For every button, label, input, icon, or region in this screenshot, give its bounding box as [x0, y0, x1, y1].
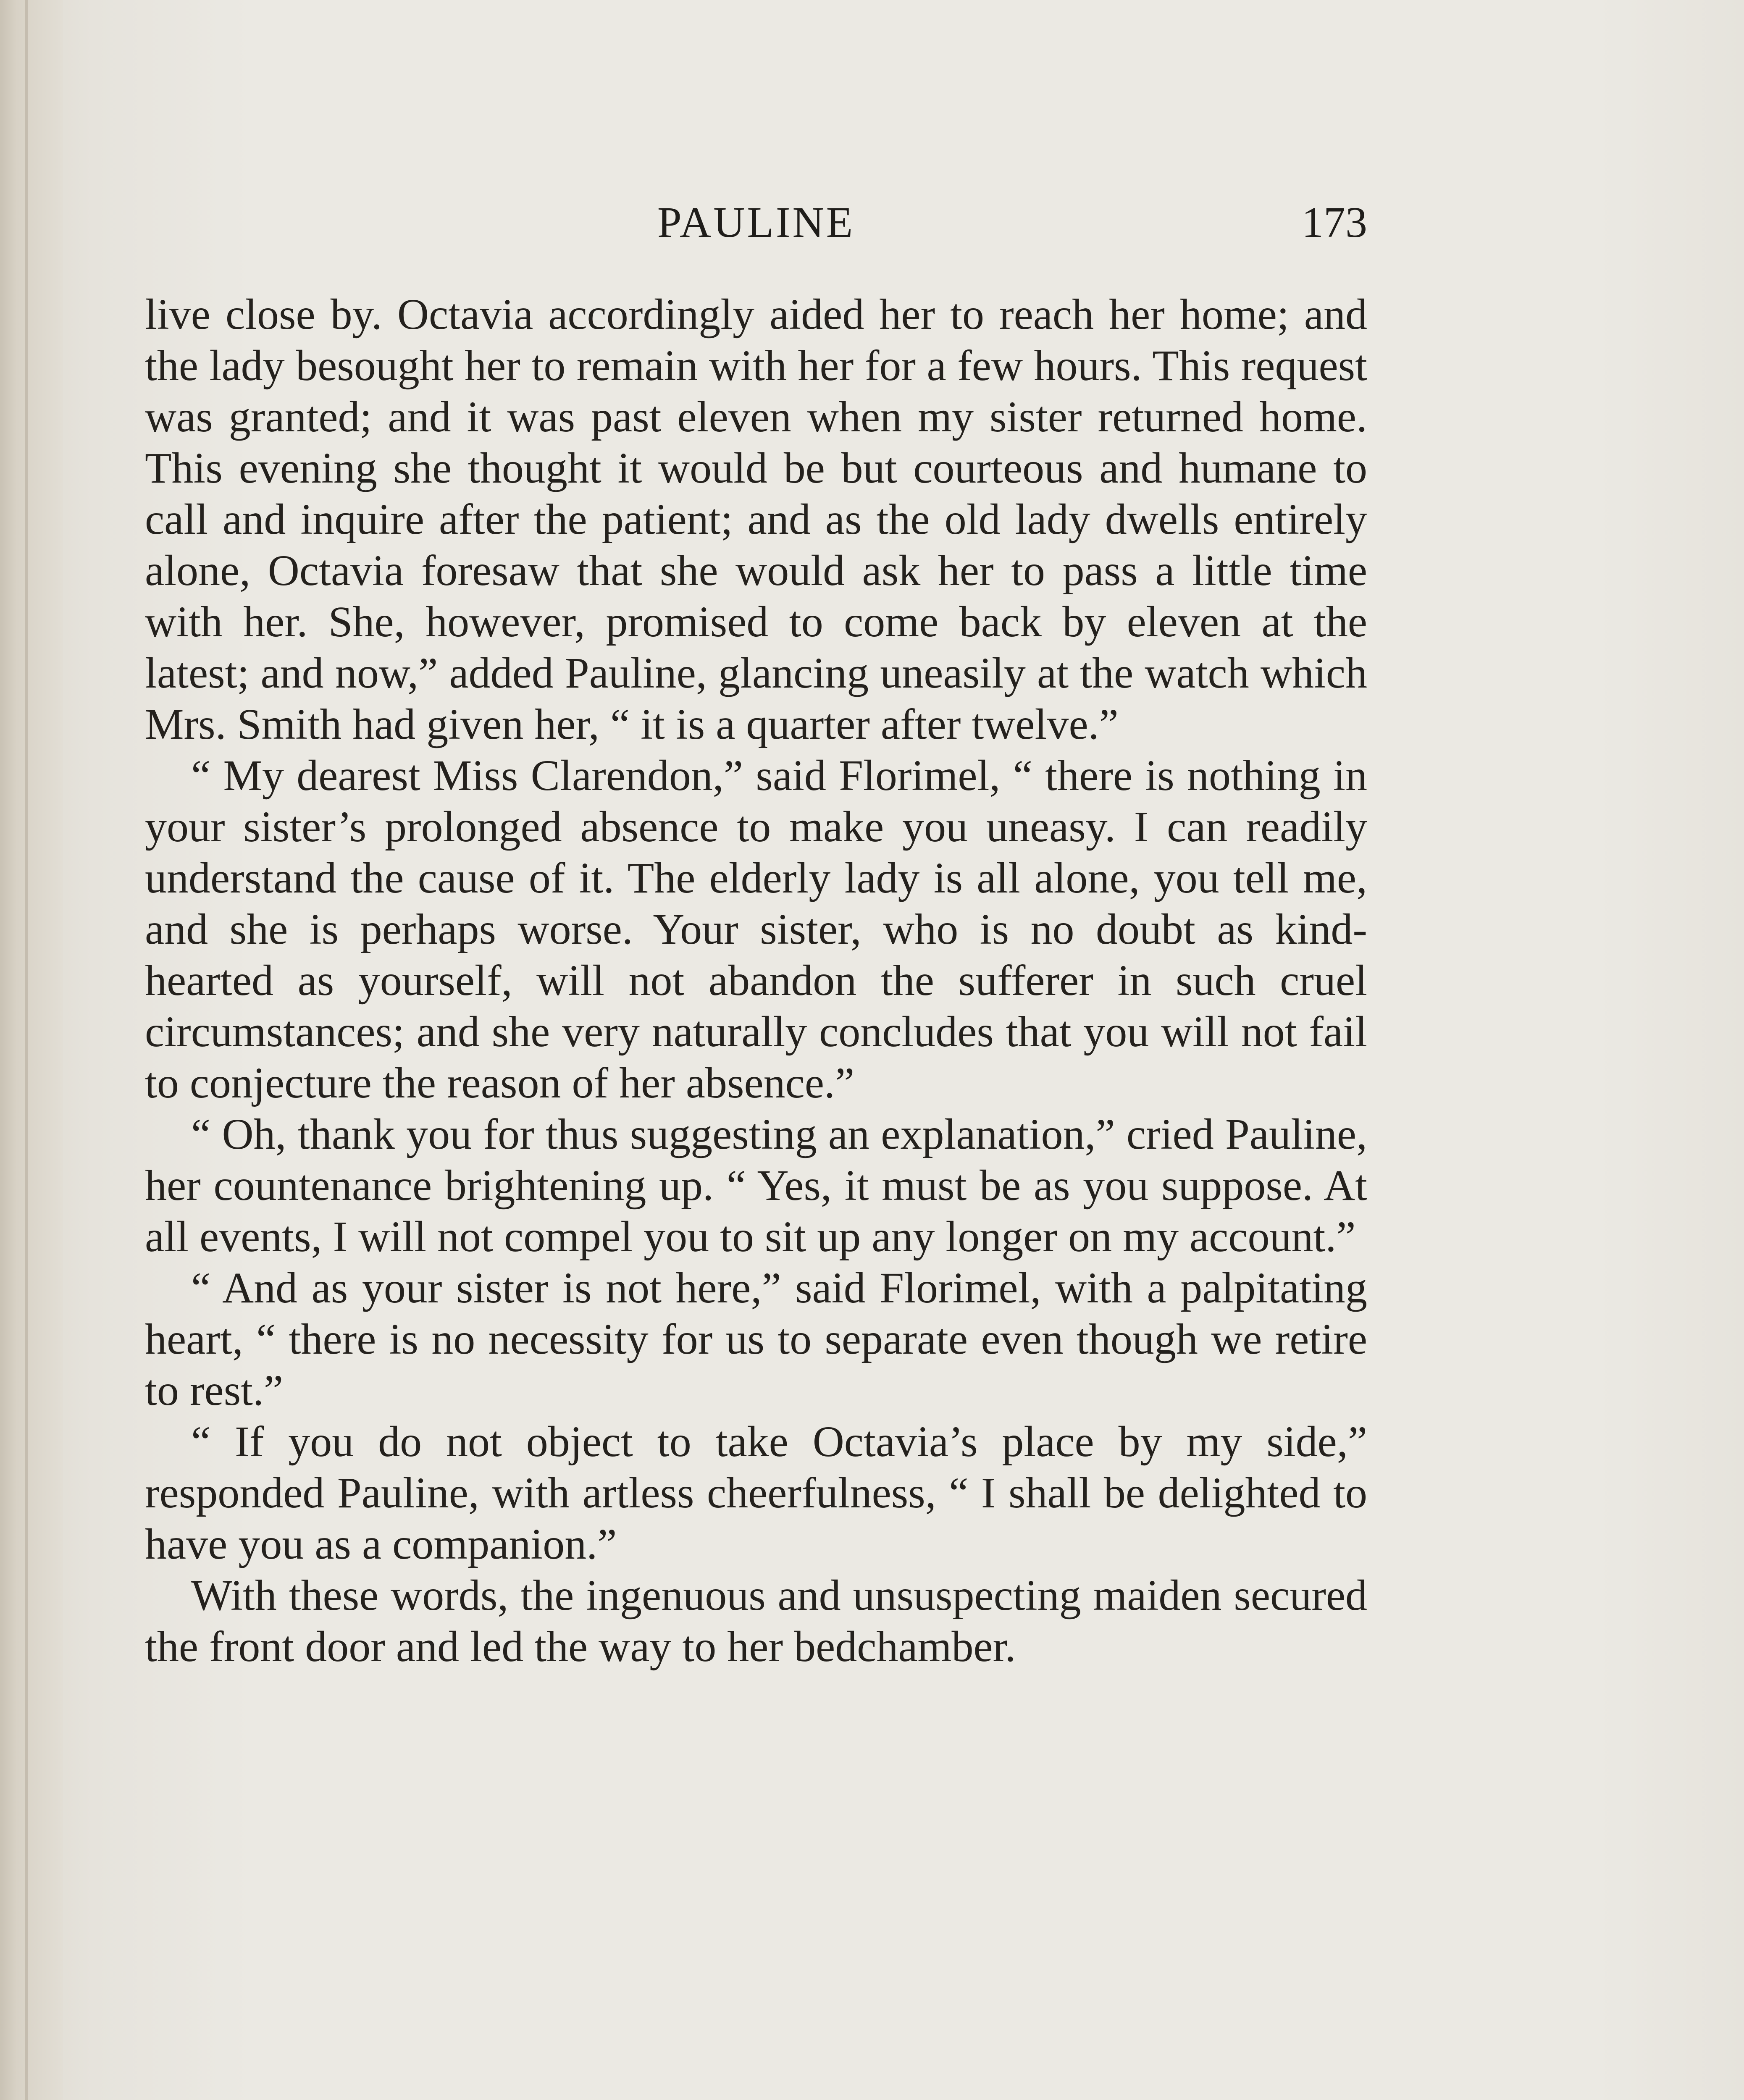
book-spine-shadow — [0, 0, 63, 2100]
running-header — [145, 197, 1367, 248]
running-title: PAULINE — [657, 198, 855, 247]
paragraph-4: “ And as your sister is not here,” said Florimel, with a palpitating heart, “ there is no necessity for us to separate even though we retire to rest.” — [145, 1264, 1367, 1415]
paragraph-5: “ If you do not object to take Octavia’s place by my side,” responded Pauline, with artless cheerfulness, “ I shall be delighted to have you as a companion.” — [145, 1418, 1367, 1568]
page-number: 173 — [1302, 198, 1367, 247]
paragraph-6: With these words, the ingenuous and unsuspecting maiden secured the front door and led the way to her bedchamber. — [145, 1571, 1367, 1671]
paragraph-3: “ Oh, thank you for thus suggesting an explanation,” cried Pauline, her countenance brightening up. “ Yes, it must be as you suppose. At all events, I will not compel you to sit up any longer on my account.” — [145, 1110, 1367, 1261]
paragraph-2: “ My dearest Miss Clarendon,” said Florimel, “ there is nothing in your sister’s prolonged absence to make you uneasy. I can readily understand the cause of it. The elderly lady is all alone, you tell me, and she is perhaps worse. Your sister, who is no doubt as kind-hearted as yourself, will not abandon the sufferer in such cruel circumstances; and she very naturally concludes that you will not fail to conjecture the reason of her absence.” — [145, 751, 1367, 1107]
body-text — [145, 289, 1367, 1672]
spine-edge-line — [25, 0, 28, 2100]
paragraph-1: live close by. Octavia accordingly aided her to reach her home; and the lady besought her to remain with her for a few hours. This request was granted; and it was past eleven when my sister returned home. This evening she thought it would be but courteous and humane to call and inquire after the patient; and as the old lady dwells entirely alone, Octavia foresaw that she would ask her to pass a little time with her. She, however, promised to come back by eleven at the latest; and now,” added Pauline, glancing uneasily at the watch which Mrs. Smith had given her, “ it is a quarter after twelve.” — [145, 290, 1367, 748]
